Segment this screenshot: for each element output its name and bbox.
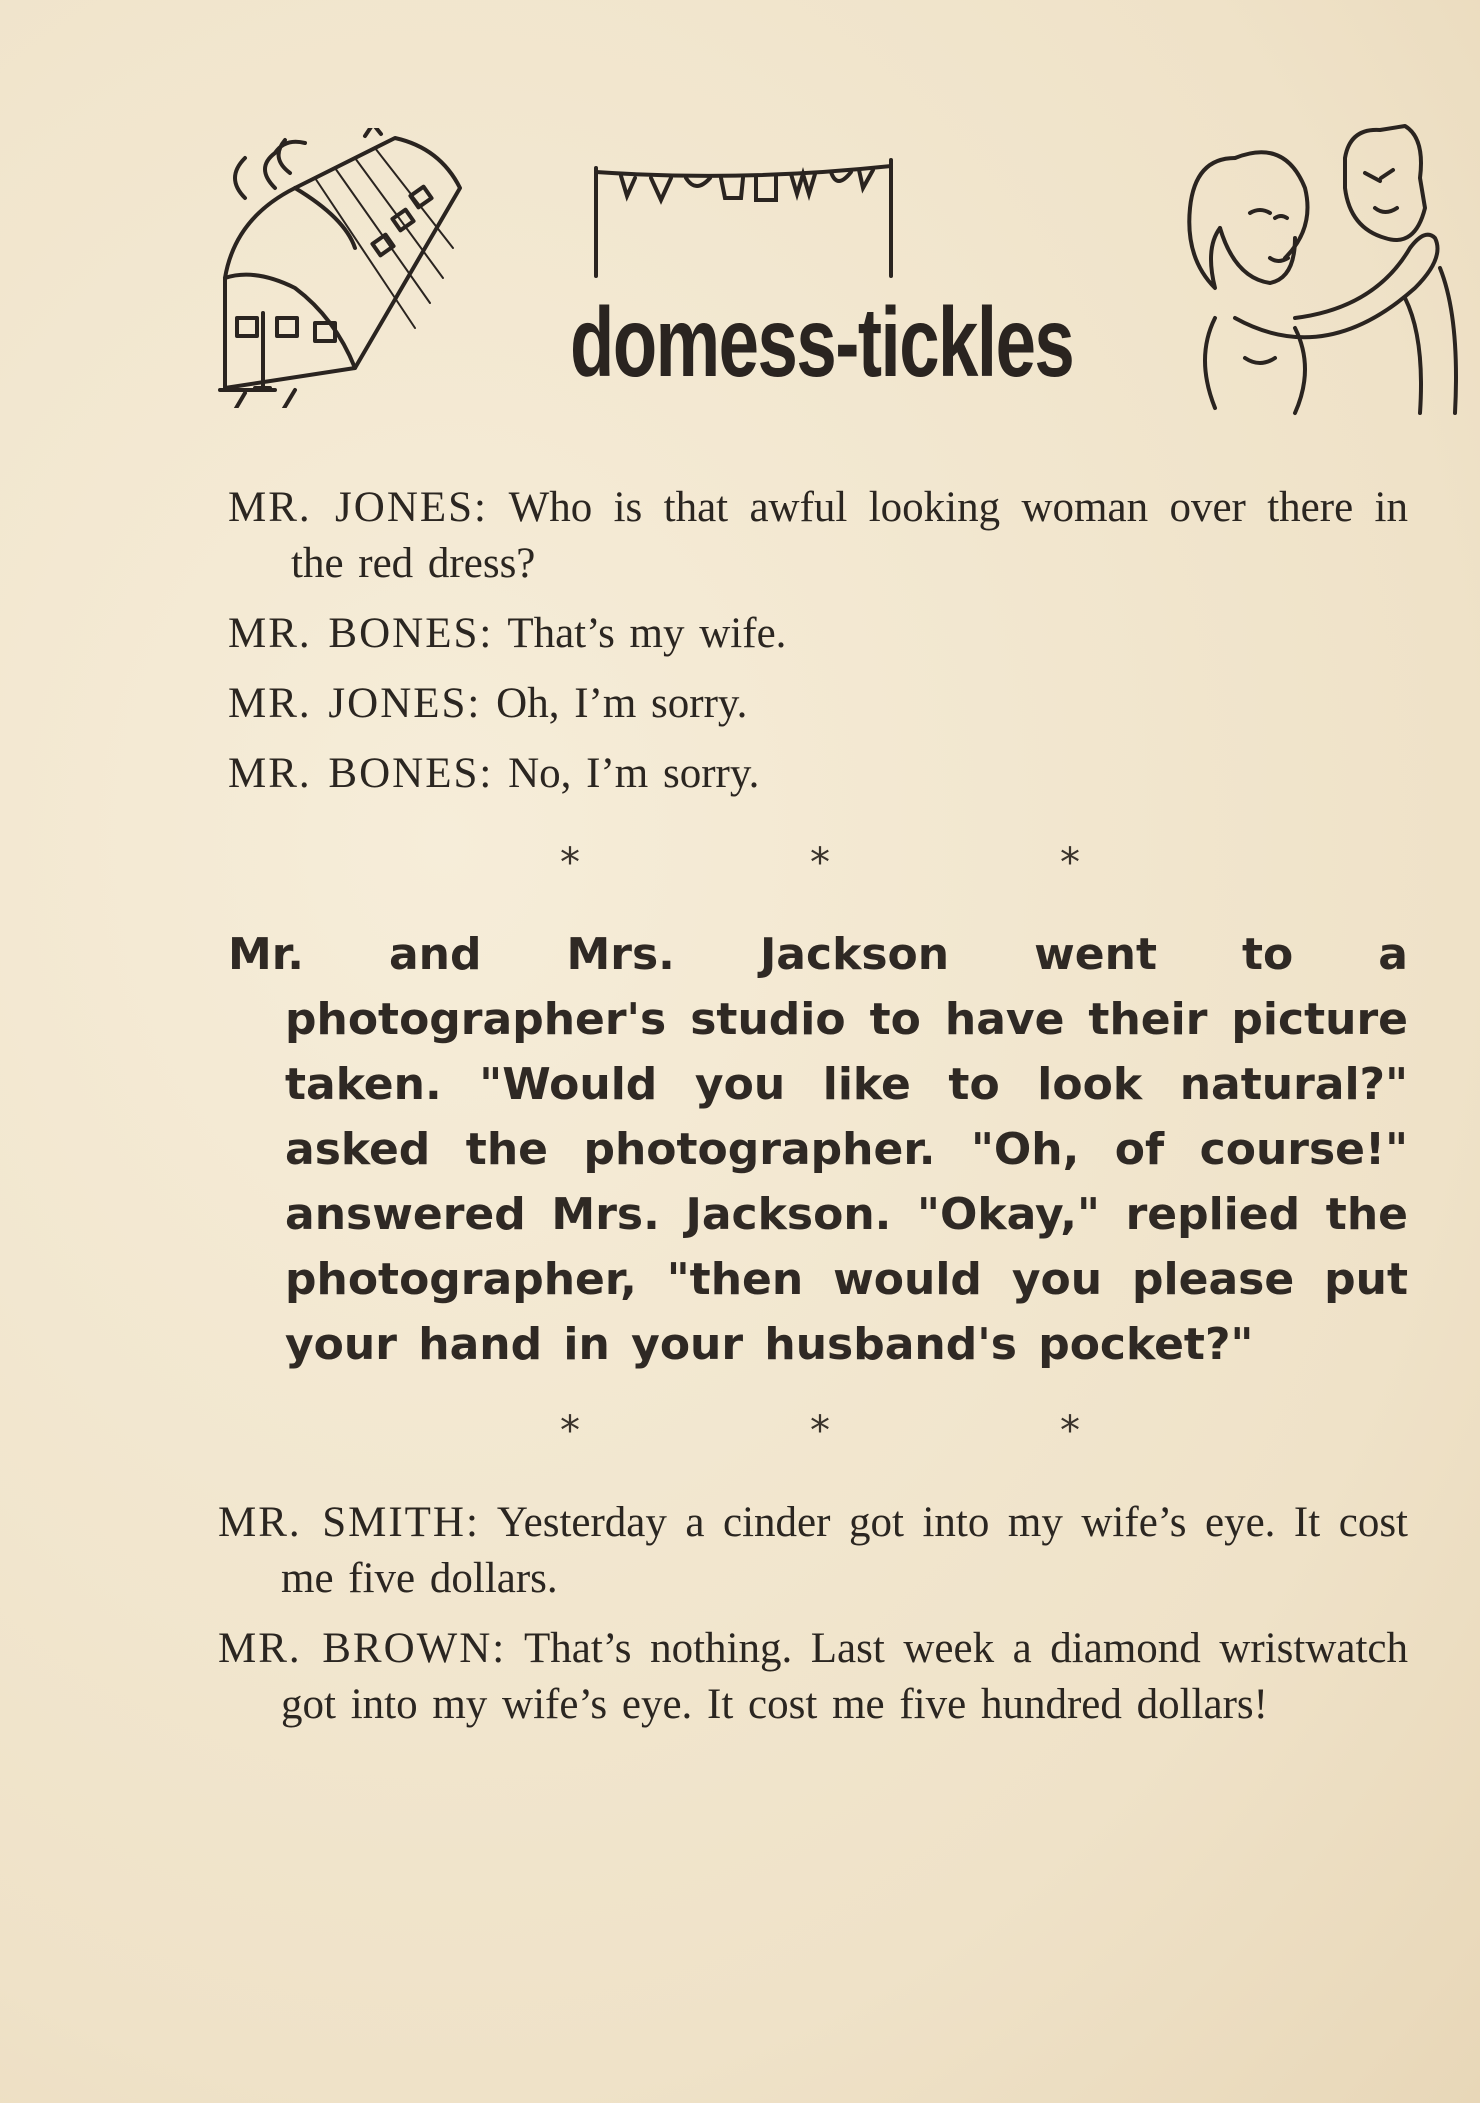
speaker-name: MR. JONES: <box>228 680 482 727</box>
quonset-hut-illustration <box>215 128 555 408</box>
dialogue-line <box>228 480 1408 592</box>
dialogue-line <box>228 606 1408 662</box>
couple-illustration <box>1175 118 1465 418</box>
separator-star: * <box>1060 1408 1080 1454</box>
speaker-name: MR. BONES: <box>228 750 494 797</box>
separator <box>560 840 1080 886</box>
separator-star: * <box>560 1408 580 1454</box>
clothesline-illustration <box>591 158 901 278</box>
speaker-name: MR. JONES: <box>228 484 489 531</box>
header <box>215 118 1465 418</box>
dialogue-line <box>228 746 1408 802</box>
separator-star: * <box>810 840 830 886</box>
dialogue-block-2 <box>218 1495 1408 1747</box>
dialogue-text: Oh, I’m sorry. <box>496 680 748 727</box>
dialogue-line <box>218 1495 1408 1607</box>
dialogue-text: Who is that awful looking woman over there in the red dress? <box>291 484 1408 587</box>
speaker-name: MR. SMITH: <box>218 1499 480 1546</box>
dialogue-block-1 <box>228 480 1408 816</box>
dialogue-text: No, I’m sorry. <box>508 750 760 797</box>
joke-paragraph <box>228 922 1408 1377</box>
separator-star: * <box>560 840 580 886</box>
speaker-name: MR. BROWN: <box>218 1625 507 1672</box>
dialogue-text: That’s nothing. Last week a diamond wristwatch got into my wife’s eye. It cost me five hundred dollars! <box>281 1625 1408 1728</box>
separator <box>560 1408 1080 1454</box>
separator-star: * <box>1060 840 1080 886</box>
dialogue-line <box>228 676 1408 732</box>
separator-star: * <box>810 1408 830 1454</box>
dialogue-text: That’s my wife. <box>507 610 787 657</box>
speaker-name: MR. BONES: <box>228 610 494 657</box>
joke-text: Mr. and Mrs. Jackson went to a photographer's studio to have their picture taken. "Would you like to look natural?" asked the photographer. "Oh, of course!" answered Mrs. Jackson. "Okay," replied the photographer, "then would you please put your hand in your husband's pocket?" <box>228 929 1408 1370</box>
dialogue-line <box>218 1621 1408 1733</box>
page-title: domess-tickles <box>570 287 1074 397</box>
dialogue-text: Yesterday a cinder got into my wife’s eye. It cost me five dollars. <box>281 1499 1408 1602</box>
